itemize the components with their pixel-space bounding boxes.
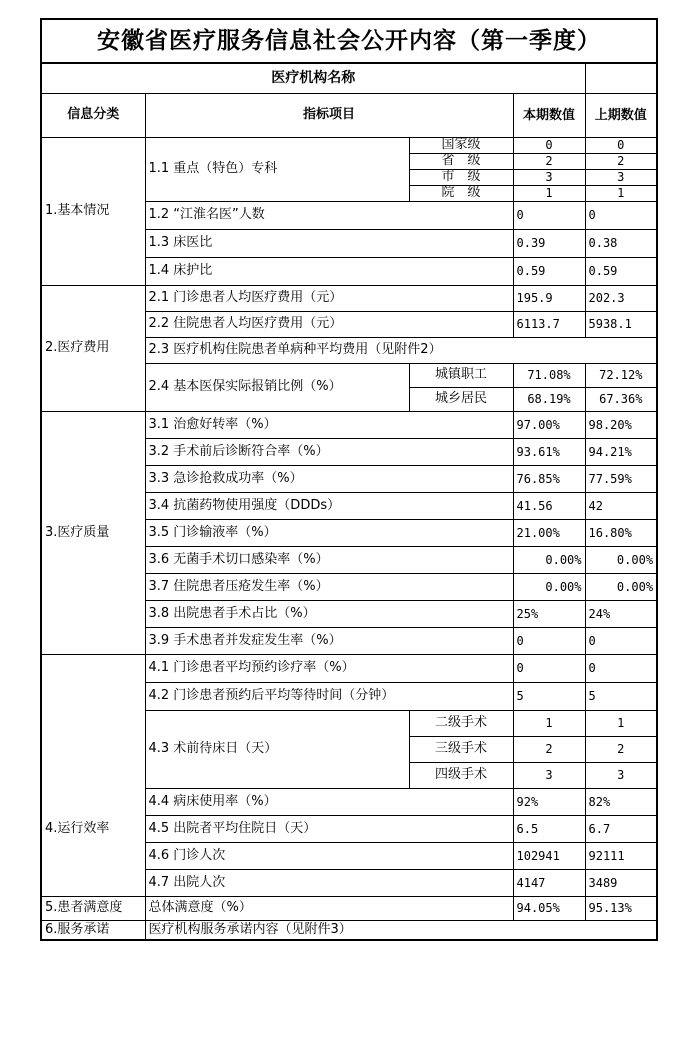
empty-cell bbox=[513, 920, 585, 940]
category-cost: 2.医疗费用 bbox=[41, 285, 145, 411]
previous-value: 1 bbox=[585, 710, 657, 736]
page-title: 安徽省医疗服务信息社会公开内容（第一季度） bbox=[41, 19, 657, 63]
header-indicator: 指标项目 bbox=[145, 93, 513, 137]
table-row bbox=[41, 411, 657, 438]
table-row bbox=[41, 137, 657, 153]
current-value: 1 bbox=[513, 710, 585, 736]
indicator-label: 2.3 医疗机构住院患者单病种平均费用（见附件2） bbox=[145, 337, 585, 363]
current-value: 0 bbox=[513, 654, 585, 682]
previous-value: 1 bbox=[585, 185, 657, 201]
sub-label: 二级手术 bbox=[409, 710, 513, 736]
indicator-label: 3.6 无菌手术切口感染率（%） bbox=[145, 546, 513, 573]
indicator-label: 4.3 术前待床日（天） bbox=[145, 710, 409, 788]
previous-value: 98.20% bbox=[585, 411, 657, 438]
current-value: 0.59 bbox=[513, 257, 585, 285]
current-value: 0 bbox=[513, 137, 585, 153]
current-value: 0.00% bbox=[513, 546, 585, 573]
previous-value: 0.00% bbox=[585, 573, 657, 600]
current-value: 2 bbox=[513, 153, 585, 169]
disclosure-table bbox=[40, 18, 658, 941]
header-category: 信息分类 bbox=[41, 93, 145, 137]
category-quality: 3.医疗质量 bbox=[41, 411, 145, 654]
previous-value: 94.21% bbox=[585, 438, 657, 465]
sub-label: 城乡居民 bbox=[409, 387, 513, 411]
current-value: 71.08% bbox=[513, 363, 585, 387]
header-current: 本期数值 bbox=[513, 93, 585, 137]
indicator-label: 3.3 急诊抢救成功率（%） bbox=[145, 465, 513, 492]
current-value: 0 bbox=[513, 627, 585, 654]
empty-cell bbox=[585, 337, 657, 363]
previous-value: 0.38 bbox=[585, 229, 657, 257]
sub-label: 省 级 bbox=[409, 153, 513, 169]
previous-value: 0 bbox=[585, 627, 657, 654]
previous-value: 0 bbox=[585, 137, 657, 153]
indicator-label: 4.5 出院者平均住院日（天） bbox=[145, 815, 513, 842]
current-value: 1 bbox=[513, 185, 585, 201]
indicator-label: 3.8 出院患者手术占比（%） bbox=[145, 600, 513, 627]
previous-value: 2 bbox=[585, 736, 657, 762]
current-value: 97.00% bbox=[513, 411, 585, 438]
indicator-label: 4.6 门诊人次 bbox=[145, 842, 513, 869]
indicator-label: 2.4 基本医保实际报销比例（%） bbox=[145, 363, 409, 411]
table-row bbox=[41, 920, 657, 940]
indicator-label: 3.1 治愈好转率（%） bbox=[145, 411, 513, 438]
current-value: 195.9 bbox=[513, 285, 585, 311]
table-row bbox=[41, 896, 657, 920]
indicator-label: 1.4 床护比 bbox=[145, 257, 513, 285]
indicator-label: 4.4 病床使用率（%） bbox=[145, 788, 513, 815]
current-value: 4147 bbox=[513, 869, 585, 896]
previous-value: 3489 bbox=[585, 869, 657, 896]
indicator-label: 总体满意度（%） bbox=[145, 896, 513, 920]
sub-label: 四级手术 bbox=[409, 762, 513, 788]
previous-value: 82% bbox=[585, 788, 657, 815]
current-value: 102941 bbox=[513, 842, 585, 869]
indicator-label: 3.9 手术患者并发症发生率（%） bbox=[145, 627, 513, 654]
current-value: 41.56 bbox=[513, 492, 585, 519]
table-row bbox=[41, 654, 657, 682]
indicator-label: 1.2 “江淮名医”人数 bbox=[145, 201, 513, 229]
indicator-label: 4.2 门诊患者预约后平均等待时间（分钟） bbox=[145, 682, 513, 710]
institution-value bbox=[585, 63, 657, 93]
sub-label: 城镇职工 bbox=[409, 363, 513, 387]
institution-label: 医疗机构名称 bbox=[41, 63, 585, 93]
indicator-label: 2.2 住院患者人均医疗费用（元） bbox=[145, 311, 513, 337]
previous-value: 6.7 bbox=[585, 815, 657, 842]
current-value: 0.39 bbox=[513, 229, 585, 257]
previous-value: 72.12% bbox=[585, 363, 657, 387]
sub-label: 三级手术 bbox=[409, 736, 513, 762]
previous-value: 202.3 bbox=[585, 285, 657, 311]
previous-value: 24% bbox=[585, 600, 657, 627]
sub-label: 院 级 bbox=[409, 185, 513, 201]
sub-label: 国家级 bbox=[409, 137, 513, 153]
previous-value: 2 bbox=[585, 153, 657, 169]
indicator-label: 4.1 门诊患者平均预约诊疗率（%） bbox=[145, 654, 513, 682]
category-satisfaction: 5.患者满意度 bbox=[41, 896, 145, 920]
category-commitment: 6.服务承诺 bbox=[41, 920, 145, 940]
current-value: 0.00% bbox=[513, 573, 585, 600]
current-value: 3 bbox=[513, 762, 585, 788]
current-value: 6113.7 bbox=[513, 311, 585, 337]
previous-value: 67.36% bbox=[585, 387, 657, 411]
category-efficiency: 4.运行效率 bbox=[41, 654, 145, 896]
current-value: 93.61% bbox=[513, 438, 585, 465]
previous-value: 16.80% bbox=[585, 519, 657, 546]
current-value: 25% bbox=[513, 600, 585, 627]
indicator-label: 3.5 门诊输液率（%） bbox=[145, 519, 513, 546]
category-basic: 1.基本情况 bbox=[41, 137, 145, 285]
current-value: 94.05% bbox=[513, 896, 585, 920]
indicator-label: 1.1 重点（特色）专科 bbox=[145, 137, 409, 201]
indicator-label: 3.7 住院患者压疮发生率（%） bbox=[145, 573, 513, 600]
previous-value: 0 bbox=[585, 654, 657, 682]
current-value: 68.19% bbox=[513, 387, 585, 411]
previous-value: 3 bbox=[585, 762, 657, 788]
previous-value: 0.59 bbox=[585, 257, 657, 285]
previous-value: 95.13% bbox=[585, 896, 657, 920]
indicator-label: 1.3 床医比 bbox=[145, 229, 513, 257]
table-row bbox=[41, 285, 657, 311]
current-value: 6.5 bbox=[513, 815, 585, 842]
previous-value: 5938.1 bbox=[585, 311, 657, 337]
current-value: 92% bbox=[513, 788, 585, 815]
indicator-label: 3.4 抗菌药物使用强度（DDDs） bbox=[145, 492, 513, 519]
current-value: 21.00% bbox=[513, 519, 585, 546]
previous-value: 92111 bbox=[585, 842, 657, 869]
header-previous: 上期数值 bbox=[585, 93, 657, 137]
previous-value: 5 bbox=[585, 682, 657, 710]
current-value: 5 bbox=[513, 682, 585, 710]
indicator-label: 3.2 手术前后诊断符合率（%） bbox=[145, 438, 513, 465]
previous-value: 77.59% bbox=[585, 465, 657, 492]
current-value: 3 bbox=[513, 169, 585, 185]
previous-value: 0 bbox=[585, 201, 657, 229]
previous-value: 3 bbox=[585, 169, 657, 185]
current-value: 76.85% bbox=[513, 465, 585, 492]
current-value: 0 bbox=[513, 201, 585, 229]
indicator-label: 4.7 出院人次 bbox=[145, 869, 513, 896]
indicator-label: 2.1 门诊患者人均医疗费用（元） bbox=[145, 285, 513, 311]
sub-label: 市 级 bbox=[409, 169, 513, 185]
current-value: 2 bbox=[513, 736, 585, 762]
previous-value: 0.00% bbox=[585, 546, 657, 573]
indicator-label: 医疗机构服务承诺内容（见附件3） bbox=[145, 920, 513, 940]
disclosure-sheet bbox=[40, 18, 656, 941]
previous-value: 42 bbox=[585, 492, 657, 519]
empty-cell bbox=[585, 920, 657, 940]
